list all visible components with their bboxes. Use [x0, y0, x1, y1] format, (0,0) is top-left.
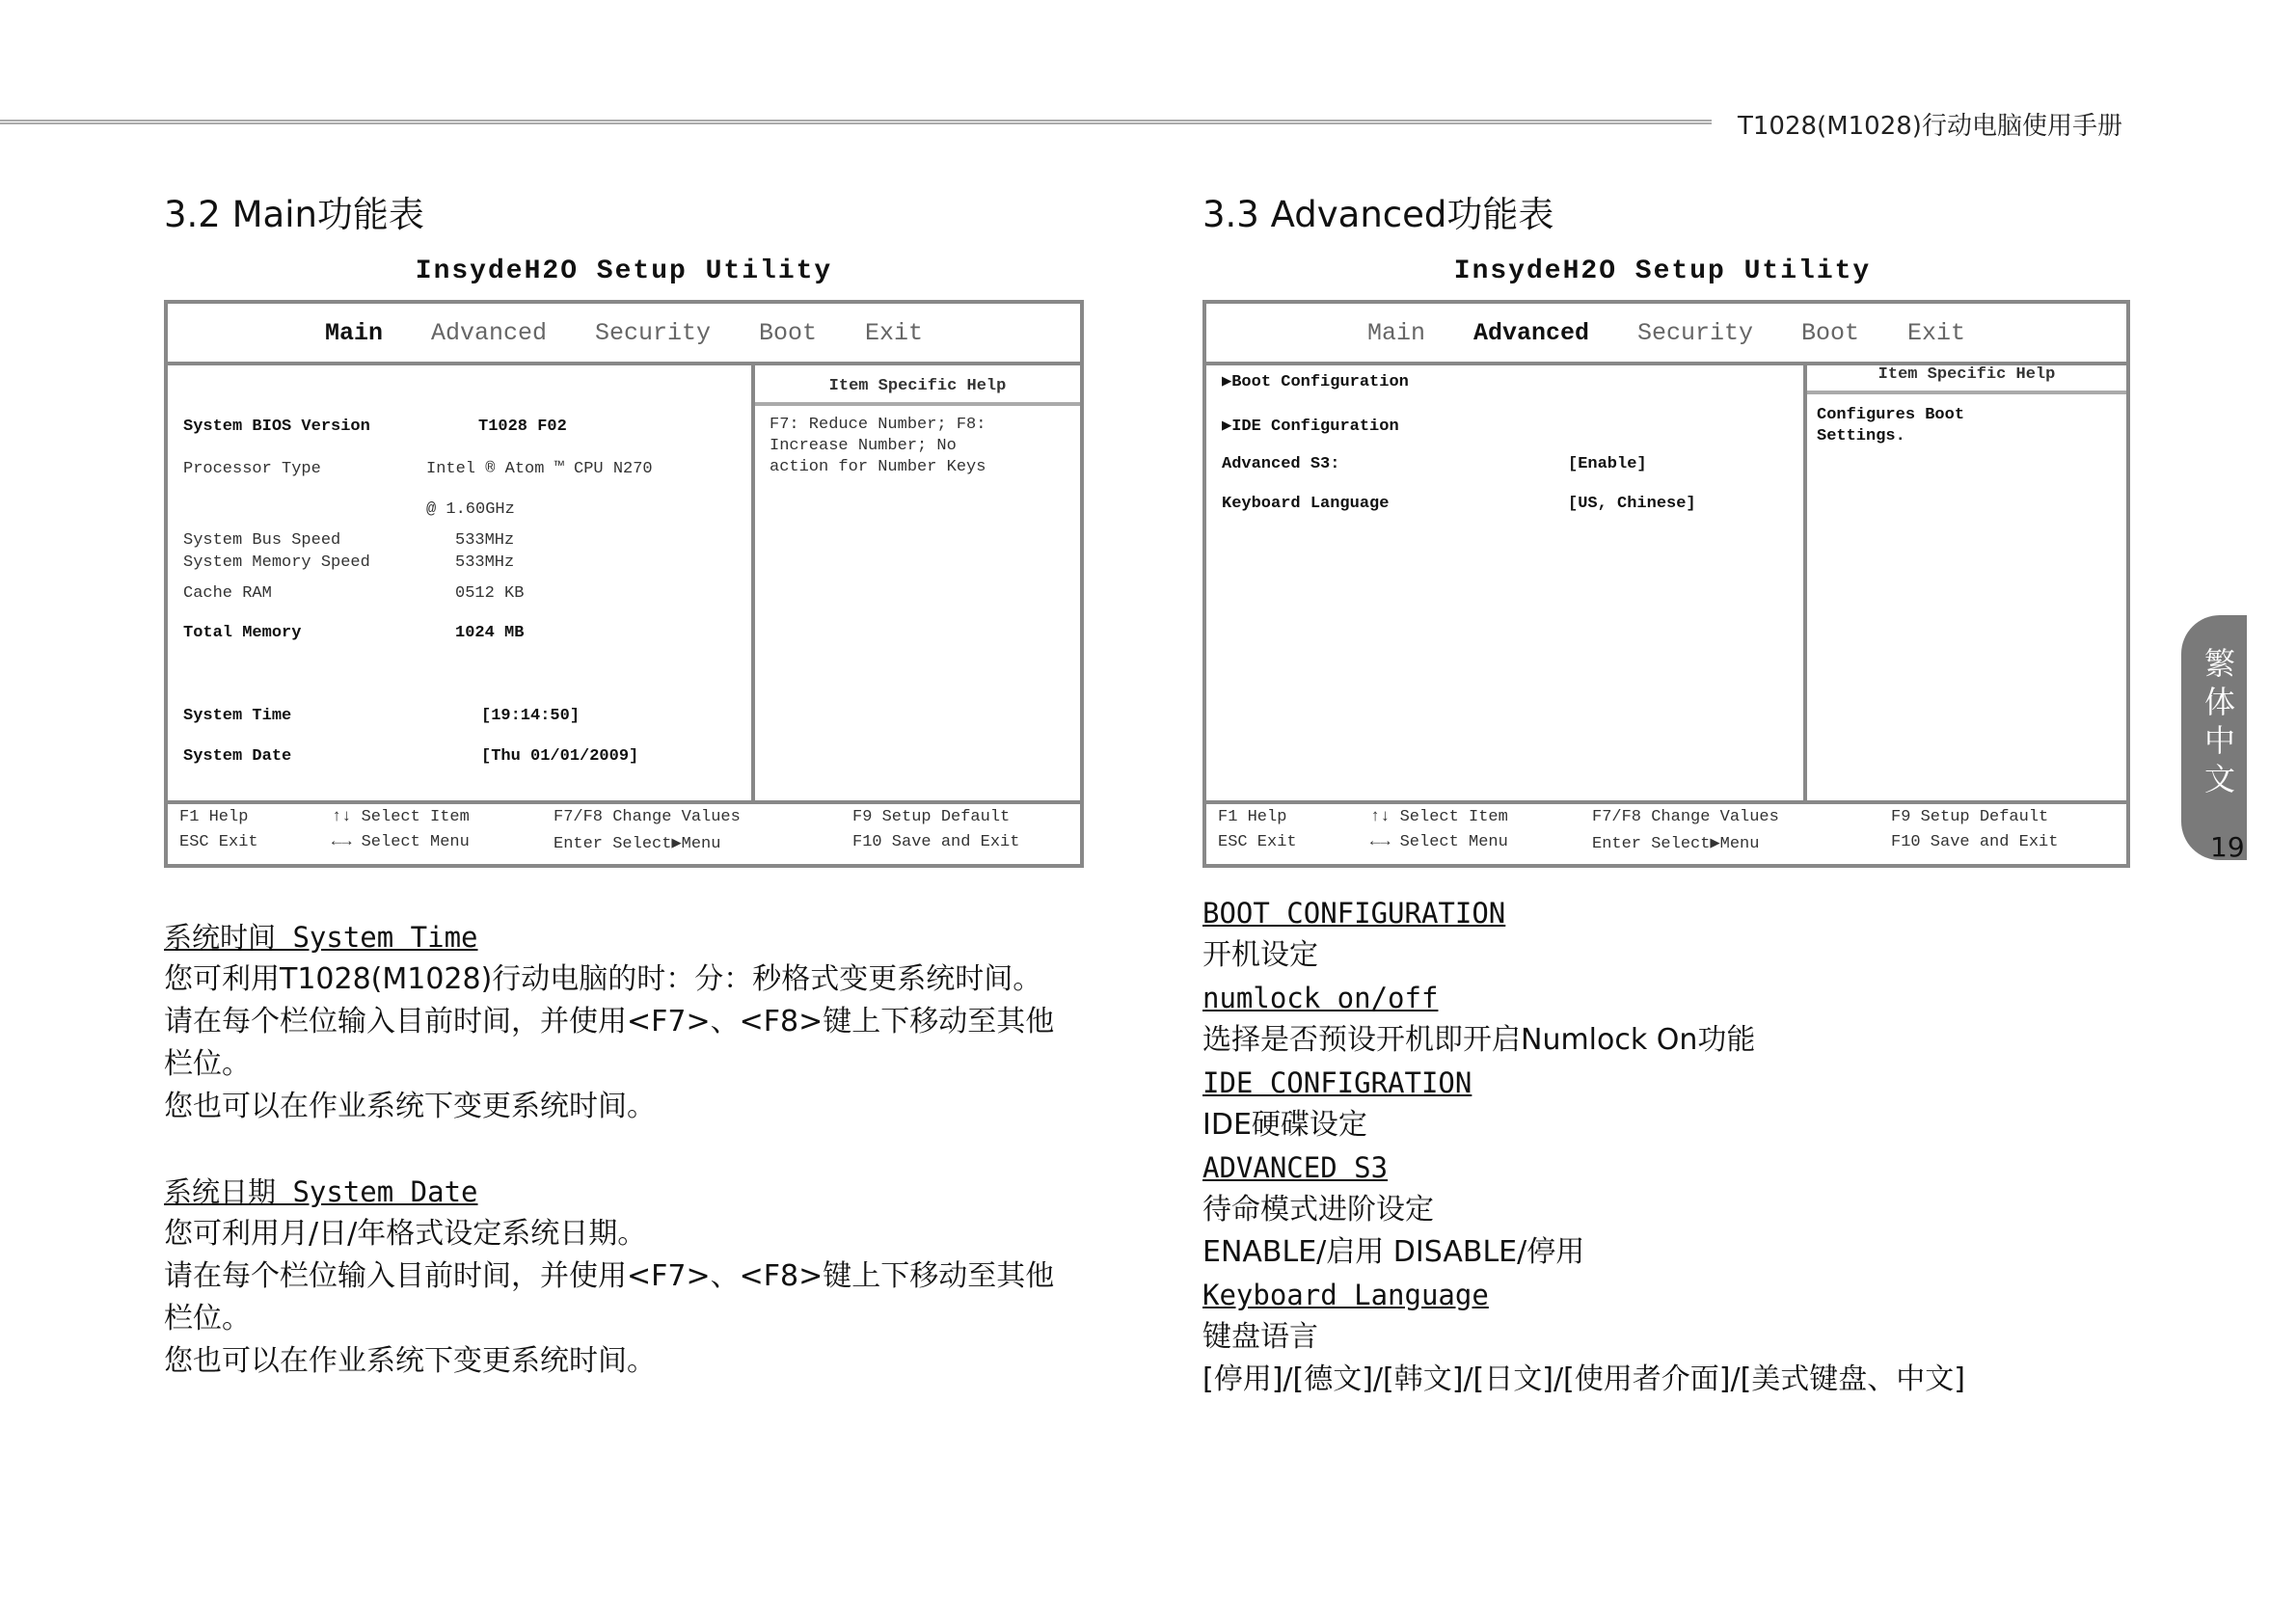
row-label: System Memory Speed [183, 553, 370, 572]
key-hint: F10 Save and Exit [1891, 833, 2059, 851]
paragraph-line: 请在每个栏位输入目前时间，并使用<F7>、<F8>键上下移动至其他 [164, 1259, 1055, 1293]
row-label: Advanced S3: [1222, 455, 1340, 473]
row-label: Cache RAM [183, 584, 272, 603]
side-tab-label: 繁体中文 [2204, 645, 2236, 797]
tab-security[interactable]: Security [594, 318, 712, 347]
column-divider [751, 365, 755, 800]
subheading: ADVANCED S3 [1202, 1151, 1389, 1184]
tab-main[interactable]: Main [1366, 318, 1425, 347]
manual-title: T1028(M1028)行动电脑使用手册 [1738, 112, 2122, 141]
system-date-value[interactable]: [Thu 01/01/2009] [481, 747, 639, 766]
keyboard-language-value[interactable]: [US, Chinese] [1568, 495, 1696, 513]
advanced-options-description [1202, 892, 1965, 1401]
help-text: Configures Boot Settings. [1817, 406, 1965, 445]
key-hint: F7/F8 Change Values [1592, 808, 1779, 826]
tab-boot[interactable]: Boot [759, 318, 818, 347]
page-number: 19 [2210, 831, 2245, 863]
bios-footer [168, 800, 1080, 864]
column-divider [1803, 365, 1807, 800]
section-title-advanced: 3.3 Advanced功能表 [1202, 194, 1554, 235]
section-title-main: 3.2 Main功能表 [164, 194, 424, 235]
row-label: Keyboard Language [1222, 495, 1390, 513]
row-value: 533MHz [455, 531, 515, 550]
key-hint: ↑↓ Select Item [332, 808, 470, 826]
paragraph-line: 您也可以在作业系统下变更系统时间。 [164, 1090, 656, 1123]
key-hint: F1 Help [1218, 808, 1287, 826]
paragraph-line: 选择是否预设开机即开启Numlock On功能 [1202, 1023, 1756, 1057]
subheading: numlock on/off [1202, 982, 1439, 1014]
row-label[interactable]: System Date [183, 747, 292, 766]
bios-footer [1206, 800, 2126, 864]
row-label: System Bus Speed [183, 531, 341, 550]
key-hint: F10 Save and Exit [852, 833, 1020, 851]
help-header: Item Specific Help [1807, 365, 2126, 394]
paragraph-line: 您可利用T1028(M1028)行动电脑的时：分：秒格式变更系统时间。 [164, 962, 1042, 996]
paragraph-line [164, 1128, 1054, 1171]
help-text: F7: Reduce Number; F8: Increase Number; No action for Number Keys [770, 416, 986, 476]
paragraph-line: 待命模式进阶设定 [1202, 1193, 1434, 1227]
menu-ide-configuration[interactable]: ▶IDE Configuration [1222, 418, 1399, 436]
header-rule [0, 120, 1712, 124]
bios-tabs [1206, 304, 2126, 365]
row-label: System BIOS Version [183, 418, 370, 436]
tab-boot[interactable]: Boot [1801, 318, 1860, 347]
paragraph-line: IDE硬碟设定 [1202, 1108, 1367, 1142]
row-value: 533MHz [455, 553, 515, 572]
bios-title: InsydeH2O Setup Utility [415, 256, 833, 286]
paragraph-line: 请在每个栏位输入目前时间，并使用<F7>、<F8>键上下移动至其他 [164, 1005, 1055, 1038]
bios-title: InsydeH2O Setup Utility [1453, 256, 1872, 286]
key-hint: ←→ Select Menu [332, 833, 470, 851]
key-hint: F7/F8 Change Values [554, 808, 741, 826]
system-time-date-description [164, 916, 1054, 1383]
row-value: 1024 MB [455, 624, 525, 642]
row-label: Processor Type [183, 460, 321, 478]
paragraph-line: 栏位。 [164, 1302, 251, 1335]
key-hint: F9 Setup Default [1891, 808, 2049, 826]
paragraph-line: 您也可以在作业系统下变更系统时间。 [164, 1344, 656, 1378]
tab-main[interactable]: Main [324, 318, 383, 347]
subheading: IDE CONFIGRATION [1202, 1066, 1472, 1099]
system-time-value[interactable]: [19:14:50] [481, 707, 581, 725]
language-side-tab[interactable] [2181, 615, 2247, 860]
tab-exit[interactable]: Exit [865, 318, 924, 347]
subheading: 系统日期 System Date [164, 1175, 478, 1208]
paragraph-line: [停用]/[德文]/[韩文]/[日文]/[使用者介面]/[美式键盘、中文] [1202, 1362, 1965, 1396]
key-hint: ↑↓ Select Item [1370, 808, 1508, 826]
tab-advanced[interactable]: Advanced [1472, 318, 1589, 347]
key-hint: F1 Help [179, 808, 249, 826]
row-value: @ 1.60GHz [426, 500, 515, 519]
subheading: 系统时间 System Time [164, 921, 478, 954]
row-label: Total Memory [183, 624, 302, 642]
key-hint: ←→ Select Menu [1370, 833, 1508, 851]
row-label[interactable]: System Time [183, 707, 292, 725]
subheading: BOOT CONFIGURATION [1202, 897, 1506, 930]
tab-exit[interactable]: Exit [1907, 318, 1966, 347]
key-hint: ESC Exit [1218, 833, 1297, 851]
bios-tabs [168, 304, 1080, 365]
menu-boot-configuration[interactable]: ▶Boot Configuration [1222, 373, 1409, 391]
bios-advanced-screen [1202, 300, 2130, 868]
tab-security[interactable]: Security [1636, 318, 1754, 347]
row-value: Intel ® Atom ™ CPU N270 [426, 460, 653, 478]
paragraph-line: 栏位。 [164, 1047, 251, 1081]
bios-main-screen [164, 300, 1084, 868]
subheading: Keyboard Language [1202, 1279, 1489, 1311]
row-value: T1028 F02 [478, 418, 567, 436]
paragraph-line: 开机设定 [1202, 938, 1318, 972]
key-hint: Enter Select▶Menu [554, 835, 721, 853]
help-header: Item Specific Help [755, 377, 1080, 406]
key-hint: ESC Exit [179, 833, 258, 851]
row-value: 0512 KB [455, 584, 525, 603]
paragraph-line: 您可利用月/日/年格式设定系统日期。 [164, 1217, 647, 1251]
paragraph-line: ENABLE/启用 DISABLE/停用 [1202, 1235, 1585, 1269]
advanced-s3-value[interactable]: [Enable] [1568, 455, 1647, 473]
paragraph-line: 键盘语言 [1202, 1320, 1318, 1354]
key-hint: Enter Select▶Menu [1592, 835, 1760, 853]
tab-advanced[interactable]: Advanced [430, 318, 547, 347]
key-hint: F9 Setup Default [852, 808, 1011, 826]
